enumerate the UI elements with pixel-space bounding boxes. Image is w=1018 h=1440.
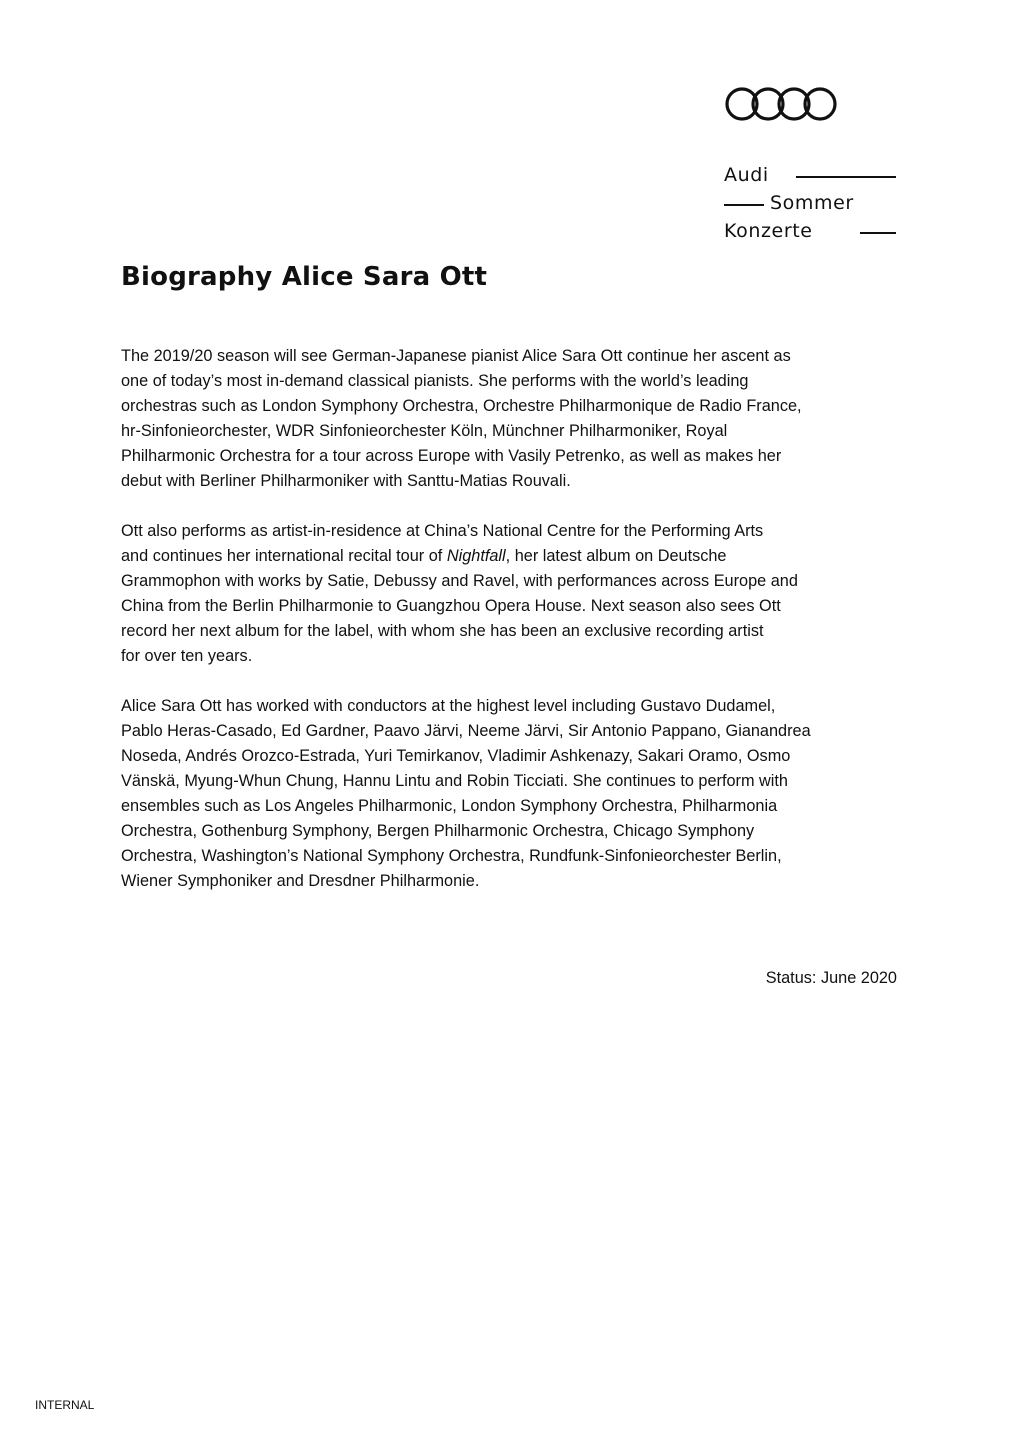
text-segment: and continues her international recital tour of [121, 547, 447, 565]
text-line: Ott also performs as artist-in-residence at China’s National Centre for the Performing Arts [121, 522, 764, 540]
text-line: Grammophon with works by Satie, Debussy and Ravel, with performances across Europe and [121, 572, 798, 590]
text-line: Alice Sara Ott has worked with conductors at the highest level including Gustavo Dudamel, [121, 697, 776, 715]
brand-line-audi: Audi [724, 164, 769, 186]
text-line: Pablo Heras-Casado, Ed Gardner, Paavo Järvi, Neeme Järvi, Sir Antonio Pappano, Gianandrea [121, 722, 811, 740]
brand-line-konzerte: Konzerte [724, 220, 813, 242]
text-line: ensembles such as Los Angeles Philharmonic, London Symphony Orchestra, Philharmonia [121, 797, 778, 815]
text-line [121, 544, 911, 569]
brand-line-sommer: Sommer [770, 192, 854, 214]
text-line: one of today’s most in-demand classical pianists. She performs with the world’s leading [121, 372, 749, 390]
paragraph-3 [121, 694, 911, 894]
page-title: Biography Alice Sara Ott [121, 262, 488, 292]
brand-rule [796, 176, 896, 178]
classification-label: INTERNAL [35, 1398, 95, 1412]
text-line: orchestras such as London Symphony Orchestra, Orchestre Philharmonique de Radio France, [121, 397, 802, 415]
text-line: Wiener Symphoniker and Dresdner Philharmonie. [121, 872, 480, 890]
audi-rings-icon [724, 86, 838, 122]
text-line: for over ten years. [121, 647, 253, 665]
brand-rule [860, 232, 896, 234]
paragraph-1 [121, 344, 911, 494]
text-line: Orchestra, Gothenburg Symphony, Bergen Philharmonic Orchestra, Chicago Symphony [121, 822, 755, 840]
text-line: Philharmonic Orchestra for a tour across Europe with Vasily Petrenko, as well as makes her [121, 447, 782, 465]
text-line: The 2019/20 season will see German-Japanese pianist Alice Sara Ott continue her ascent as [121, 347, 791, 365]
text-line: Orchestra, Washington’s National Symphony Orchestra, Rundfunk-Sinfonieorchester Berlin, [121, 847, 782, 865]
brand-rule [724, 204, 764, 206]
album-title: Nightfall [446, 547, 506, 565]
text-line: debut with Berliner Philharmoniker with Santtu-Matias Rouvali. [121, 472, 571, 490]
biography-body [121, 344, 911, 919]
text-line: record her next album for the label, with whom she has been an exclusive recording artist [121, 622, 764, 640]
text-line: Vänskä, Myung-Whun Chung, Hannu Lintu and Robin Ticciati. She continues to perform with [121, 772, 788, 790]
text-line: Noseda, Andrés Orozco-Estrada, Yuri Temirkanov, Vladimir Ashkenazy, Sakari Oramo, Osmo [121, 747, 791, 765]
text-line: hr-Sinfonieorchester, WDR Sinfonieorchester Köln, Münchner Philharmoniker, Royal [121, 422, 728, 440]
status-date: Status: June 2020 [765, 969, 897, 987]
paragraph-2 [121, 519, 911, 669]
text-segment: , her latest album on Deutsche [505, 547, 727, 565]
text-line: China from the Berlin Philharmonie to Guangzhou Opera House. Next season also sees Ott [121, 597, 781, 615]
